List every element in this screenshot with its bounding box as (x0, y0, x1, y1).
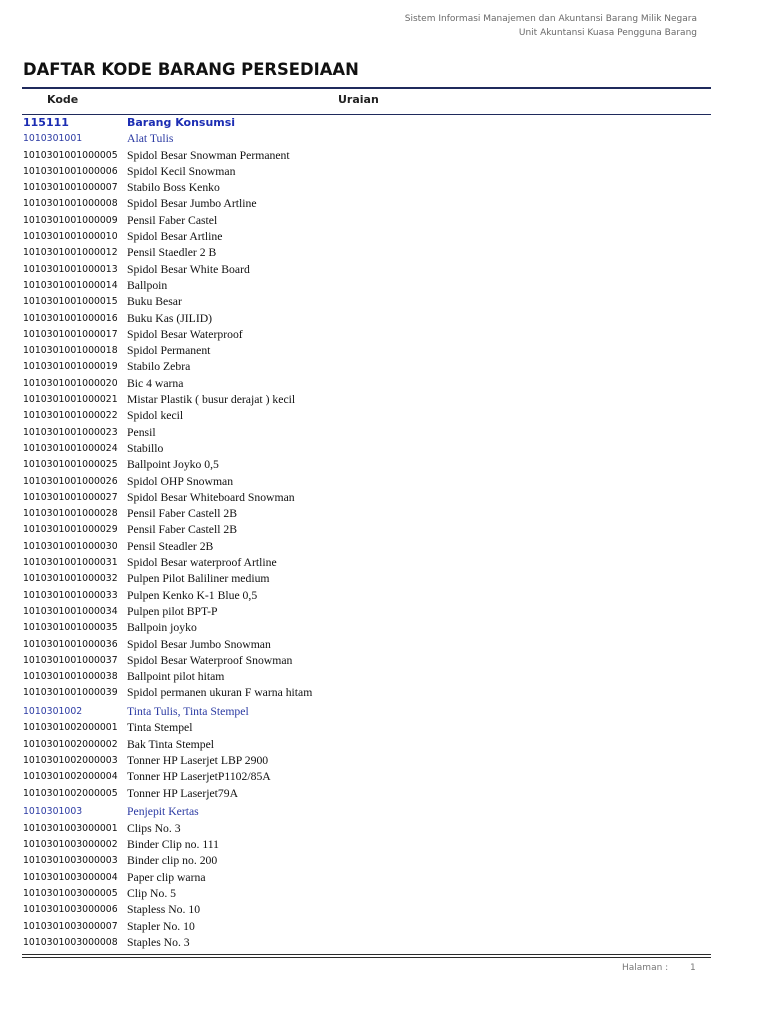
item-name: Pensil Faber Castell 2B (127, 523, 238, 537)
item-code: 1010301001000019 (23, 361, 118, 373)
item-name: Mistar Plastik ( busur derajat ) kecil (127, 393, 296, 407)
item-code: 1010301001000007 (23, 182, 118, 194)
column-header-code: Kode (47, 93, 79, 106)
item-name: Spidol Kecil Snowman (127, 164, 236, 178)
item-row (0, 457, 768, 473)
item-code: 1010301003000008 (23, 936, 118, 948)
item-name: Tonner HP Laserjet79A (127, 786, 239, 800)
item-name: Spidol Besar Jumbo Snowman (127, 637, 271, 651)
item-code: 1010301001000012 (23, 247, 118, 259)
item-row (0, 245, 768, 261)
item-row (0, 935, 768, 951)
item-code: 1010301001000025 (23, 459, 118, 471)
footer-divider-top (22, 954, 711, 955)
item-row (0, 148, 768, 164)
item-code: 1010301003000002 (23, 839, 118, 851)
item-name: Spidol Besar Whiteboard Snowman (127, 490, 295, 504)
item-row (0, 327, 768, 343)
item-name: Tonner HP Laserjet LBP 2900 (127, 754, 269, 768)
item-code: 1010301001000035 (23, 622, 118, 634)
item-row (0, 278, 768, 294)
item-name: Ballpoint Joyko 0,5 (127, 458, 219, 472)
item-row (0, 870, 768, 886)
item-code: 1010301001000037 (23, 654, 118, 666)
item-row (0, 522, 768, 538)
item-row (0, 294, 768, 310)
item-name: Bak Tinta Stempel (127, 737, 215, 751)
item-row (0, 786, 768, 802)
group-code: 115111 (23, 116, 69, 129)
subgroup-name: Penjepit Kertas (127, 805, 199, 819)
item-row (0, 571, 768, 587)
item-name: Binder Clip no. 111 (127, 838, 219, 852)
item-code: 1010301001000020 (23, 377, 118, 389)
subgroup-row (0, 804, 768, 820)
item-row (0, 669, 768, 685)
item-row (0, 821, 768, 837)
item-code: 1010301003000001 (23, 822, 118, 834)
item-name: Spidol Besar Artline (127, 230, 223, 244)
item-name: Spidol Besar Waterproof (127, 327, 243, 341)
item-code: 1010301001000039 (23, 687, 118, 699)
item-code: 1010301001000027 (23, 491, 118, 503)
item-row (0, 425, 768, 441)
item-code: 1010301001000014 (23, 279, 118, 291)
item-row (0, 311, 768, 327)
item-row (0, 853, 768, 869)
item-name: Bic 4 warna (127, 376, 184, 390)
item-code: 1010301002000004 (23, 771, 118, 783)
item-row (0, 653, 768, 669)
item-name: Ballpoin (127, 278, 168, 292)
item-row (0, 196, 768, 212)
item-row (0, 886, 768, 902)
item-name: Spidol OHP Snowman (127, 474, 234, 488)
item-row (0, 737, 768, 753)
item-code: 1010301001000028 (23, 508, 118, 520)
item-name: Tonner HP LaserjetP1102/85A (127, 770, 271, 784)
item-name: Spidol kecil (127, 409, 184, 423)
subgroup-row (0, 704, 768, 720)
item-row (0, 474, 768, 490)
item-row (0, 588, 768, 604)
item-code: 1010301001000013 (23, 263, 118, 275)
item-code: 1010301001000036 (23, 638, 118, 650)
item-name: Buku Besar (127, 295, 182, 309)
item-row (0, 620, 768, 636)
item-row (0, 392, 768, 408)
subgroup-name: Alat Tulis (127, 132, 174, 146)
item-row (0, 506, 768, 522)
item-row (0, 229, 768, 245)
item-row (0, 769, 768, 785)
item-name: Stabilo Boss Kenko (127, 181, 220, 195)
item-code: 1010301001000024 (23, 442, 118, 454)
item-row (0, 753, 768, 769)
item-code: 1010301002000001 (23, 722, 118, 734)
item-name: Ballpoin joyko (127, 621, 197, 635)
footer-divider-bottom (22, 957, 711, 958)
item-row (0, 262, 768, 278)
report-header (405, 12, 697, 40)
item-code: 1010301003000004 (23, 871, 118, 883)
item-code: 1010301001000023 (23, 426, 118, 438)
report-title: DAFTAR KODE BARANG PERSEDIAAN (23, 60, 359, 79)
item-name: Spidol Besar Snowman Permanent (127, 148, 290, 162)
title-divider (22, 87, 711, 89)
item-name: Pulpen pilot BPT-P (127, 604, 218, 618)
item-row (0, 555, 768, 571)
group-name: Barang Konsumsi (127, 116, 236, 129)
item-code: 1010301001000010 (23, 231, 118, 243)
item-code: 1010301002000005 (23, 787, 118, 799)
item-code: 1010301001000031 (23, 557, 118, 569)
item-code: 1010301003000005 (23, 887, 118, 899)
item-name: Tinta Stempel (127, 721, 193, 735)
item-row (0, 539, 768, 555)
item-code: 1010301001000006 (23, 165, 118, 177)
item-code: 1010301001000018 (23, 345, 118, 357)
item-name: Stapless No. 10 (127, 903, 201, 917)
item-row (0, 164, 768, 180)
item-name: Pensil Faber Castell 2B (127, 507, 238, 521)
item-name: Spidol Besar waterproof Artline (127, 556, 277, 570)
item-code: 1010301001000021 (23, 394, 118, 406)
item-name: Pensil Staedler 2 B (127, 246, 217, 260)
item-row (0, 180, 768, 196)
item-code: 1010301002000003 (23, 755, 118, 767)
item-name: Spidol Besar White Board (127, 262, 250, 276)
item-name: Spidol Permanent (127, 344, 211, 358)
item-row (0, 837, 768, 853)
item-row (0, 685, 768, 701)
item-name: Spidol Besar Waterproof Snowman (127, 653, 293, 667)
item-name: Clip No. 5 (127, 886, 177, 900)
item-code: 1010301001000015 (23, 296, 118, 308)
item-code: 1010301002000002 (23, 738, 118, 750)
item-name: Spidol permanen ukuran F warna hitam (127, 686, 313, 700)
item-code: 1010301001000008 (23, 198, 118, 210)
item-list (0, 115, 768, 951)
subgroup-name: Tinta Tulis, Tinta Stempel (127, 705, 249, 719)
item-code: 1010301001000038 (23, 671, 118, 683)
item-code: 1010301003000003 (23, 855, 118, 867)
item-code: 1010301003000006 (23, 904, 118, 916)
item-name: Binder clip no. 200 (127, 854, 218, 868)
item-code: 1010301003000007 (23, 920, 118, 932)
item-name: Stabillo (127, 441, 164, 455)
item-name: Pulpen Kenko K-1 Blue 0,5 (127, 588, 258, 602)
subgroup-code: 1010301002 (23, 706, 83, 718)
item-code: 1010301001000033 (23, 589, 118, 601)
item-code: 1010301001000005 (23, 149, 118, 161)
item-code: 1010301001000032 (23, 573, 118, 585)
item-row (0, 376, 768, 392)
item-name: Pulpen Pilot Baliliner medium (127, 572, 270, 586)
item-row (0, 213, 768, 229)
item-row (0, 408, 768, 424)
item-name: Pensil Faber Castel (127, 213, 218, 227)
item-code: 1010301001000009 (23, 214, 118, 226)
item-code: 1010301001000030 (23, 540, 118, 552)
item-row (0, 637, 768, 653)
item-code: 1010301001000029 (23, 524, 118, 536)
item-name: Staples No. 3 (127, 935, 190, 949)
item-row (0, 720, 768, 736)
item-row (0, 902, 768, 918)
group-row (0, 115, 768, 131)
item-name: Buku Kas (JILID) (127, 311, 213, 325)
item-code: 1010301001000022 (23, 410, 118, 422)
page-number: 1 (690, 963, 696, 973)
column-header-description: Uraian (338, 93, 379, 106)
item-row (0, 919, 768, 935)
item-name: Pensil Steadler 2B (127, 539, 214, 553)
item-code: 1010301001000026 (23, 475, 118, 487)
subgroup-code: 1010301003 (23, 806, 83, 818)
item-name: Stapler No. 10 (127, 919, 195, 933)
item-row (0, 343, 768, 359)
item-row (0, 604, 768, 620)
item-name: Spidol Besar Jumbo Artline (127, 197, 257, 211)
item-name: Stabilo Zebra (127, 360, 191, 374)
item-code: 1010301001000016 (23, 312, 118, 324)
item-code: 1010301001000034 (23, 605, 118, 617)
item-name: Ballpoint pilot hitam (127, 670, 225, 684)
item-name: Clips No. 3 (127, 821, 181, 835)
item-row (0, 490, 768, 506)
subgroup-row (0, 131, 768, 147)
system-name: Sistem Informasi Manajemen dan Akuntansi Barang Milik Negara (404, 14, 697, 24)
item-row (0, 441, 768, 457)
unit-name: Unit Akuntansi Kuasa Pengguna Barang (518, 28, 697, 38)
item-name: Pensil (127, 425, 156, 439)
item-name: Paper clip warna (127, 870, 206, 884)
item-code: 1010301001000017 (23, 328, 118, 340)
subgroup-code: 1010301001 (23, 133, 83, 145)
item-row (0, 359, 768, 375)
page-label: Halaman : (622, 963, 669, 973)
